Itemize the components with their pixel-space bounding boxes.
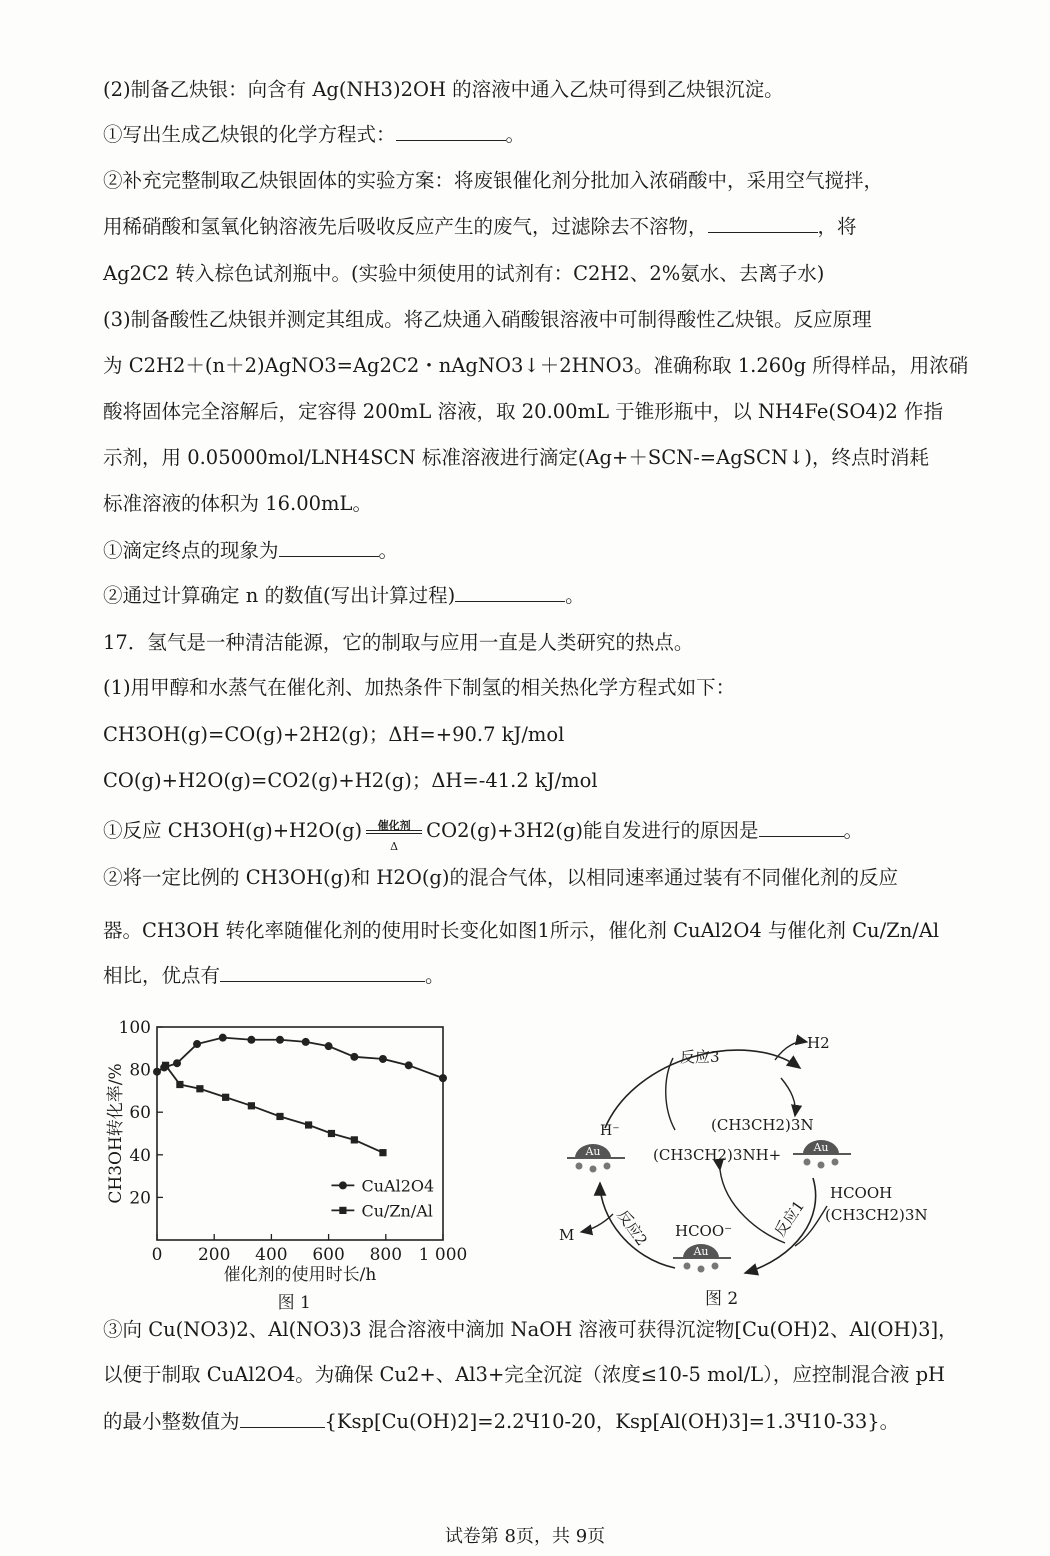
data-point: [247, 1036, 255, 1044]
x-tick-label: 1 000: [418, 1245, 468, 1265]
data-point: [173, 1059, 181, 1067]
label-triethylammonium: (CH3CH2)3NH+: [653, 1146, 782, 1164]
answer-blank[interactable]: [708, 214, 818, 233]
text-line: (3)制备酸性乙炔银并测定其组成。将乙炔通入硝酸银溶液中可制得酸性乙炔银。反应原理: [103, 308, 872, 331]
text-line: ①写出生成乙炔银的化学方程式： 。: [103, 123, 526, 146]
text-line: (1)用甲醇和水蒸气在催化剂、加热条件下制氢的相关热化学方程式如下：: [103, 676, 736, 699]
au-catalyst-bottom: [673, 1244, 731, 1273]
text-line: (2)制备乙炔银：向含有 Ag(NH3)2OH 的溶液中通入乙炔可得到乙炔银沉淀。: [103, 78, 784, 101]
label-reaction3: 反应3: [680, 1048, 720, 1066]
label-hcooh: HCOOH: [830, 1184, 893, 1202]
label-hcoo-minus: HCOO⁻: [675, 1222, 733, 1240]
text-line: Ag2C2 转入棕色试剂瓶中。(实验中须使用的试剂有：C2H2、2%氨水、去离子水): [103, 262, 825, 285]
data-point: [276, 1113, 283, 1120]
text-line: 17．氢气是一种清洁能源，它的制取与应用一直是人类研究的热点。: [103, 631, 694, 654]
x-tick-label: 400: [255, 1245, 288, 1265]
answer-blank[interactable]: [220, 963, 425, 982]
text-line: ①滴定终点的现象为 。: [103, 539, 399, 562]
text-line: CH3OH(g)=CO(g)+2H2(g)；ΔH=+90.7 kJ/mol: [103, 723, 565, 746]
legend-marker: [339, 1181, 347, 1189]
data-point: [302, 1038, 310, 1046]
text-line: 相比，优点有 。: [103, 964, 445, 987]
y-axis-label: CH3OH转化率/%: [106, 1063, 126, 1204]
text-line: 示剂，用 0.05000mol/LNH4SCN 标准溶液进行滴定(Ag+＋SCN-=AgSCN↓)，终点时消耗: [103, 446, 929, 469]
page-footer: 试卷第 8页，共 9页: [444, 1526, 606, 1547]
data-point: [248, 1102, 255, 1109]
data-point: [405, 1061, 413, 1069]
data-point: [351, 1136, 358, 1143]
legend-label: Cu/Zn/Al: [361, 1201, 433, 1221]
data-point: [219, 1034, 227, 1042]
x-tick-label: 800: [369, 1245, 403, 1265]
data-point: [153, 1068, 161, 1076]
text-line: 酸将固体完全溶解后，定容得 200mL 溶液，取 20.00mL 于锥形瓶中，以 NH4Fe(SO4)2 作指: [103, 400, 943, 423]
svg-text:Au: Au: [585, 1145, 601, 1158]
data-point: [350, 1053, 358, 1061]
y-tick-label: 40: [129, 1145, 151, 1166]
svg-text:Au: Au: [693, 1245, 709, 1258]
y-tick-label: 80: [129, 1060, 151, 1081]
legend-marker: [339, 1207, 346, 1214]
label-m: M: [559, 1226, 575, 1244]
answer-blank[interactable]: [455, 583, 565, 602]
label-triethylamine-top: (CH3CH2)3N: [711, 1116, 814, 1134]
label-reaction2: 反应2: [613, 1206, 651, 1250]
figure-1-caption: 图 1: [277, 1293, 311, 1312]
reaction-condition: 催化剂 Δ: [364, 819, 424, 845]
text-line: 的最小整数值为 {Ksp[Cu(OH)2]=2.2Ч10-20，Ksp[Al(OH)3]=1.3Ч10-33}。: [103, 1410, 900, 1433]
au-catalyst-left: [567, 1144, 625, 1173]
x-tick-label: 600: [312, 1245, 345, 1265]
x-tick-label: 200: [197, 1245, 231, 1265]
legend-label: CuAl2O4: [361, 1176, 435, 1196]
text-line: 为 C2H2＋(n＋2)AgNO3=Ag2C2・nAgNO3↓＋2HNO3。准确称取 1.260g 所得样品，用浓硝: [103, 354, 969, 377]
label-h2: H2: [807, 1034, 830, 1052]
text-line: 标准溶液的体积为 16.00mL。: [103, 492, 372, 515]
text-line: ②将一定比例的 CH3OH(g)和 H2O(g)的混合气体，以相同速率通过装有不同催化剂的反应: [103, 866, 899, 889]
data-point: [276, 1036, 284, 1044]
data-point: [379, 1149, 386, 1156]
text-line: ①反应 CH3OH(g)+H2O(g) 催化剂 Δ CO2(g)+3H2(g)能自发进行的原因是 。: [103, 818, 864, 853]
data-point: [325, 1042, 333, 1050]
text-line: 以便于制取 CuAl2O4。为确保 Cu2+、Al3+完全沉淀（浓度≤10-5 mol/L），应控制混合液 pH: [103, 1363, 946, 1386]
data-point: [379, 1055, 387, 1063]
y-tick-label: 20: [129, 1188, 151, 1209]
text-line: 器。CH3OH 转化率随催化剂的使用时长变化如图1所示，催化剂 CuAl2O4 与催化剂 Cu/Zn/Al: [103, 919, 940, 942]
answer-blank[interactable]: [759, 818, 844, 837]
text-line: 用稀硝酸和氢氧化钠溶液先后吸收反应产生的废气，过滤除去不溶物， ，将: [103, 215, 857, 238]
label-reaction1: 反应1: [770, 1197, 809, 1240]
y-tick-label: 60: [129, 1103, 151, 1124]
data-point: [196, 1085, 203, 1092]
label-triethylamine-right: (CH3CH2)3N: [825, 1206, 928, 1224]
series-line-cuznal: [166, 1065, 383, 1152]
data-point: [439, 1074, 447, 1082]
answer-blank[interactable]: [279, 538, 379, 557]
answer-blank[interactable]: [240, 1409, 325, 1428]
data-point: [162, 1062, 169, 1069]
figure-1-chart: [95, 1012, 485, 1312]
data-point: [176, 1081, 183, 1088]
svg-text:Au: Au: [813, 1141, 829, 1154]
y-tick-label: 100: [118, 1018, 151, 1038]
figure-2-caption: 图 2: [705, 1289, 739, 1309]
arc-reaction3-in: [666, 1058, 675, 1130]
label-h-minus: H⁻: [600, 1123, 620, 1139]
figure-2-diagram: [545, 1018, 935, 1313]
data-point: [222, 1094, 229, 1101]
text-line: ②补充完整制取乙炔银固体的实验方案：将废银催化剂分批加入浓硝酸中，采用空气搅拌，: [103, 169, 884, 192]
au-catalyst-right: [793, 1140, 851, 1169]
x-tick-label: 0: [151, 1245, 163, 1265]
x-axis-label: 催化剂的使用时长/h: [223, 1265, 377, 1285]
text-line: ③向 Cu(NO3)2、Al(NO3)3 混合溶液中滴加 NaOH 溶液可获得沉淀物[Cu(OH)2、Al(OH)3]，: [103, 1318, 958, 1341]
data-point: [328, 1130, 335, 1137]
data-point: [305, 1121, 312, 1128]
text-line: CO(g)+H2O(g)=CO2(g)+H2(g)；ΔH=-41.2 kJ/mol: [103, 769, 598, 792]
arc-tea-down: [781, 1078, 795, 1116]
data-point: [193, 1040, 201, 1048]
answer-blank[interactable]: [396, 122, 506, 141]
text-line: ②通过计算确定 n 的数值(写出计算过程) 。: [103, 584, 585, 607]
